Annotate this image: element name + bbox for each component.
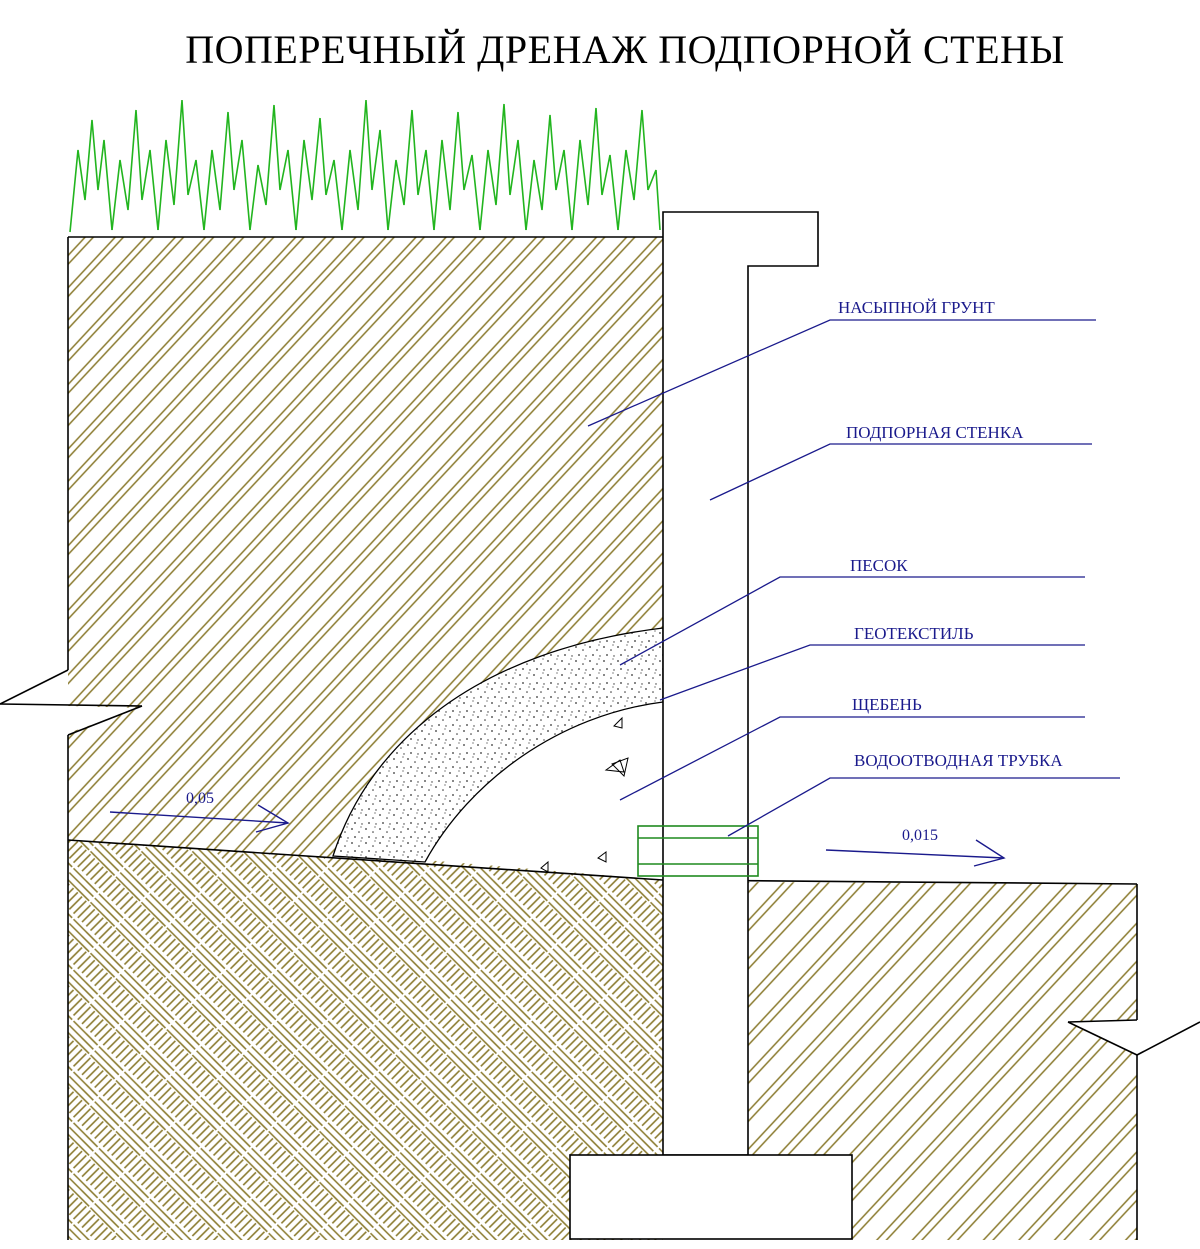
label-drain-pipe: ВОДООТВОДНАЯ ТРУБКА: [854, 751, 1063, 770]
label-fill-soil: НАСЫПНОЙ ГРУНТ: [838, 298, 995, 317]
label-sand: ПЕСОК: [850, 556, 908, 575]
grass: [70, 100, 660, 232]
label-geotextile: ГЕОТЕКСТИЛЬ: [854, 624, 974, 643]
page-title: ПОПЕРЕЧНЫЙ ДРЕНАЖ ПОДПОРНОЙ СТЕНЫ: [185, 27, 1065, 72]
slope-right-value: 0,015: [902, 827, 938, 844]
slope-left-value: 0,05: [186, 790, 214, 807]
label-retaining-wall: ПОДПОРНАЯ СТЕНКА: [846, 423, 1024, 442]
wall-footing: [570, 1155, 852, 1239]
label-crushed-stone: ЩЕБЕНЬ: [852, 695, 922, 714]
